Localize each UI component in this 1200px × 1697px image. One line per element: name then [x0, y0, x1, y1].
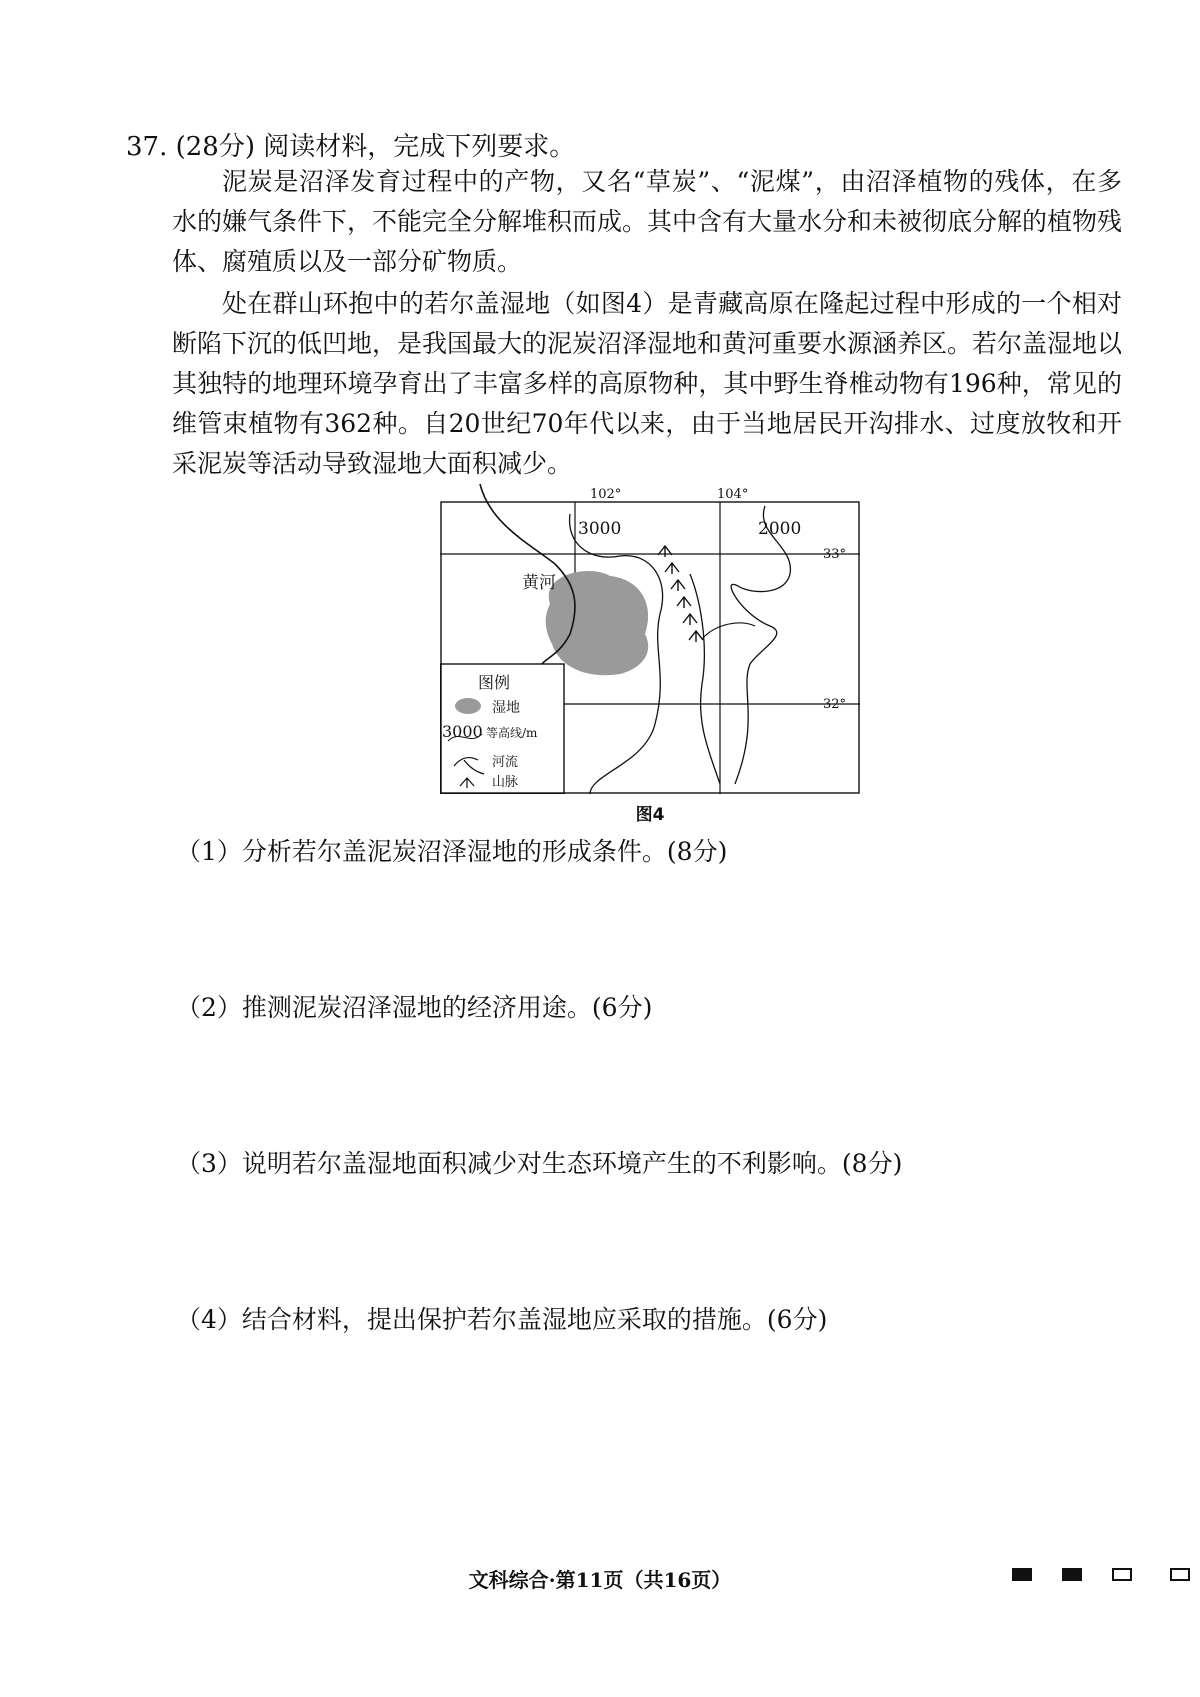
contour-label-2000: 2000: [758, 519, 802, 539]
scan-mark-3: [1112, 1568, 1132, 1581]
page-footer: 文科综合·第11页（共16页）: [468, 1568, 732, 1592]
material-paragraph-1: 泥炭是沼泽发育过程中的产物，又名“草炭”、“泥煤”，由沼泽植物的残体，在多水的嫌气条件下，不能完全分解堆积而成。其中含有大量水分和未被彻底分解的植物残体、腐殖质以及一部分矿物质。: [172, 167, 1123, 276]
mountain-symbol-6: [689, 631, 703, 642]
scan-mark-2: [1062, 1568, 1082, 1581]
lon-label-102: 102°: [590, 487, 622, 502]
sub-question-3: （3）说明若尔盖湿地面积减少对生态环境产生的不利影响。(8分): [176, 1149, 903, 1178]
material-paragraph-2: 处在群山环抱中的若尔盖湿地（如图4）是青藏高原在隆起过程中形成的一个相对断陷下沉的低凹地，是我国最大的泥炭沼泽湿地和黄河重要水源涵养区。若尔盖湿地以其独特的地理环境孕育出了丰富多样的高原物种，其中野生脊椎动物有196种，常见的维管束植物有362种。自20世纪70年代以来，由于当地居民开沟排水、过度放牧和开采泥炭等活动导致湿地大面积减少。: [172, 289, 1123, 478]
legend-wetland-label: 湿地: [492, 700, 520, 716]
eastern-river: [690, 574, 720, 784]
scan-mark-4: [1170, 1568, 1190, 1581]
sub-question-4: （4）结合材料，提出保护若尔盖湿地应采取的措施。(6分): [176, 1305, 828, 1334]
lat-label-32: 32°: [823, 697, 847, 712]
legend-river-label: 河流: [492, 755, 519, 770]
figure-caption: 图4: [635, 805, 665, 825]
eastern-river-branch: [702, 623, 755, 639]
legend-contour-label: 等高线/m: [486, 726, 538, 740]
lat-label-33: 33°: [823, 547, 847, 562]
mountain-symbol-5: [683, 614, 697, 625]
figure-4-map: [440, 484, 860, 794]
contour-2000: [731, 506, 790, 784]
contour-label-3000: 3000: [578, 519, 622, 539]
scan-mark-1: [1012, 1568, 1032, 1581]
mountain-symbol-3: [671, 580, 685, 591]
legend-mountain-label: 山脉: [492, 775, 519, 790]
lon-label-104: 104°: [717, 487, 749, 502]
map-svg: [440, 484, 860, 794]
legend-contour-value: 3000: [442, 722, 483, 741]
sub-question-2: （2）推测泥炭沼泽湿地的经济用途。(6分): [176, 993, 653, 1022]
mountain-symbol-1: [658, 546, 672, 557]
sub-question-1: （1）分析若尔盖泥炭沼泽湿地的形成条件。(8分): [176, 837, 728, 866]
wetland-area: [546, 571, 648, 675]
river-label-yellow-river: 黄河: [522, 573, 556, 593]
mountain-symbol-4: [677, 597, 691, 608]
question-header: 37. (28分) 阅读材料，完成下列要求。: [126, 132, 576, 162]
legend-wetland-swatch: [455, 698, 481, 714]
mountain-symbol-2: [665, 563, 679, 574]
legend-title: 图例: [478, 673, 511, 692]
